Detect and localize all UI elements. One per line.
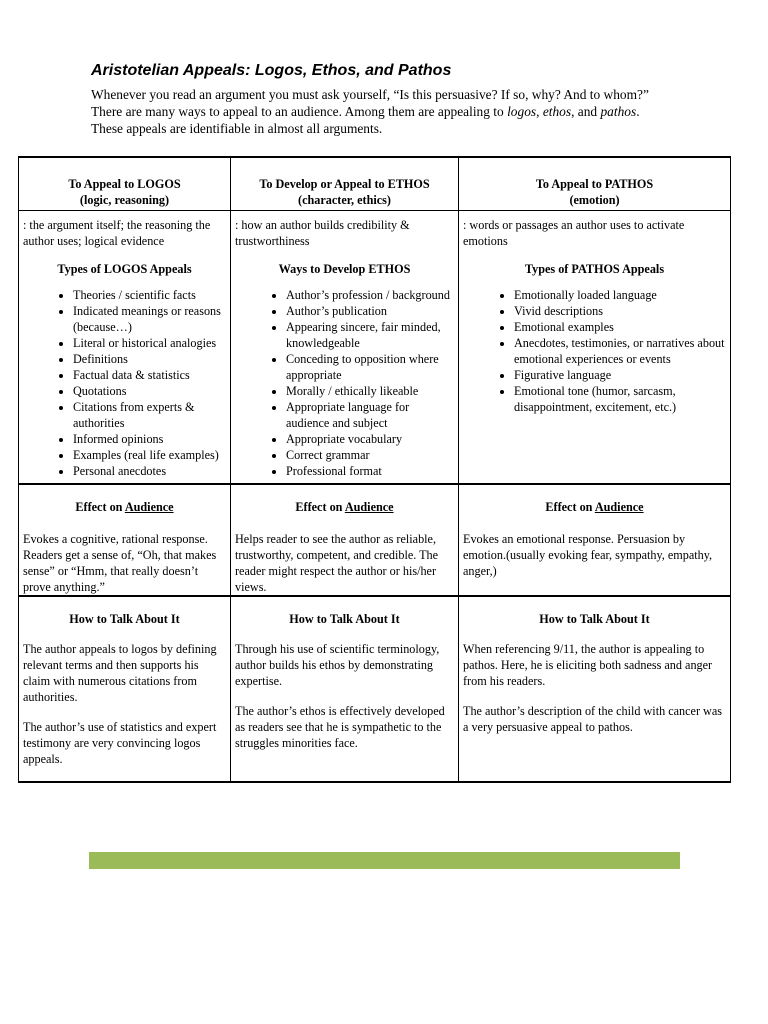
list-item: • Personal anecdotes [73,463,226,479]
list-item: • Vivid descriptions [514,303,726,319]
intro-line-1: Whenever you read an argument you must ask yourself, “Is this persuasive? If so, why? And to whom?” [91,87,649,102]
logos-effect-header [19,484,231,525]
table-row [19,157,731,211]
logos-effect-text: Evokes a cognitive, rational response. Readers get a sense of, “Oh, that makes sense” or “Hmm, that really doesn’t prove anything.” [19,525,231,596]
ethos-subheader: Ways to Develop ETHOS [231,253,459,283]
logos-definition: : the argument itself; the reasoning the author uses; logical evidence [19,211,231,254]
logos-header [19,157,231,211]
list-item: • Definitions [73,351,226,367]
intro-line-2 [91,103,731,120]
intro-sep: , [536,104,543,119]
pathos-talk-header: How to Talk About It [459,596,731,633]
intro-paragraph [91,86,731,137]
list-item: • Informed opinions [73,431,226,447]
intro-ethos: ethos [542,104,572,119]
intro-pathos: pathos [600,104,637,119]
ethos-talk-cell [231,633,459,782]
appeals-table [18,156,731,783]
list-item: • Author’s publication [286,303,454,319]
intro-end: . [636,104,640,119]
effect-header-prefix: Effect on [545,500,595,514]
ethos-talk-p1: Through his use of scientific terminology, author builds his ethos by demonstrating expertise. [235,642,440,688]
intro-line-3: These appeals are identifiable in almost all arguments. [91,121,383,136]
table-row [19,283,731,484]
pathos-effect-text: Evokes an emotional response. Persuasion by emotion.(usually evoking fear, sympathy, empathy, anger,) [459,525,731,596]
table-row [19,484,731,525]
header-line-1: To Develop or Appeal to ETHOS [259,177,430,191]
list-item: • Appropriate vocabulary [286,431,454,447]
pathos-subheader: Types of PATHOS Appeals [459,253,731,283]
header-line-1: To Appeal to PATHOS [535,177,654,191]
list-item: • Literal or historical analogies [73,335,226,351]
page-title: Aristotelian Appeals: Logos, Ethos, and Pathos [91,62,452,79]
list-item: • Appropriate language for audience and subject [286,399,454,431]
intro-text: There are many ways to appeal to an audience. Among them are appealing to [91,104,508,119]
ethos-list [235,287,454,479]
pathos-definition: : words or passages an author uses to activate emotions [459,211,731,254]
list-item: • Citations from experts & authorities [73,399,226,431]
pathos-effect-header [459,484,731,525]
ethos-talk-p2: The author’s ethos is effectively developed as readers see that he is sympathetic to the struggles minorities face. [235,704,445,750]
pathos-talk-p2: The author’s description of the child with cancer was a very persuasive appeal to pathos. [463,704,723,734]
list-item: • Factual data & statistics [73,367,226,383]
table-row [19,525,731,596]
header-line-1: To Appeal to LOGOS [68,177,181,191]
effect-header-word: Audience [594,500,644,514]
ethos-header [231,157,459,211]
logos-talk-cell [19,633,231,782]
logos-talk-p2: The author’s use of statistics and expert testimony are very convincing logos appeals. [23,720,217,766]
list-item: • Quotations [73,383,226,399]
list-item: • Anecdotes, testimonies, or narratives about emotional experiences or events [514,335,726,367]
ethos-list-cell [231,283,459,484]
pathos-header [459,157,731,211]
logos-list-cell [19,283,231,484]
list-item: • Appearing sincere, fair minded, knowledgeable [286,319,454,351]
pathos-list [463,287,726,415]
header-line-2: (logic, reasoning) [79,193,170,207]
effect-header-prefix: Effect on [295,500,345,514]
table-row [19,253,731,283]
pathos-talk-p1: When referencing 9/11, the author is appealing to pathos. Here, he is eliciting both sadness and anger from his readers. [463,642,713,688]
list-item: • Correct grammar [286,447,454,463]
list-item: • Examples (real life examples) [73,447,226,463]
pathos-list-cell [459,283,731,484]
list-item: • Emotionally loaded language [514,287,726,303]
logos-subheader: Types of LOGOS Appeals [19,253,231,283]
list-item: • Emotional tone (humor, sarcasm, disappointment, excitement, etc.) [514,383,726,415]
list-item: • Professional format [286,463,454,479]
table-row [19,596,731,633]
header-line-2: (character, ethics) [298,193,391,207]
ethos-talk-header: How to Talk About It [231,596,459,633]
ethos-definition: : how an author builds credibility & trustworthiness [231,211,459,254]
logos-talk-header: How to Talk About It [19,596,231,633]
logos-talk-p1: The author appeals to logos by defining relevant terms and then supports his claim with numerous citations from authorities. [23,642,217,704]
effect-header-word: Audience [124,500,174,514]
intro-sep: , and [571,104,601,119]
effect-header-prefix: Effect on [75,500,125,514]
header-line-2: (emotion) [569,193,620,207]
list-item: • Figurative language [514,367,726,383]
table-row [19,633,731,782]
list-item: • Author’s profession / background [286,287,454,303]
list-item: • Conceding to opposition where appropriate [286,351,454,383]
ethos-effect-text: Helps reader to see the author as reliable, trustworthy, competent, and credible. The reader might respect the author or his/her views. [231,525,459,596]
green-footer-bar [89,852,680,869]
list-item: • Theories / scientific facts [73,287,226,303]
effect-header-word: Audience [344,500,394,514]
pathos-talk-cell [459,633,731,782]
ethos-effect-header [231,484,459,525]
intro-logos: logos [507,104,537,119]
list-item: • Indicated meanings or reasons (because…) [73,303,226,335]
logos-list [23,287,226,479]
list-item: • Morally / ethically likeable [286,383,454,399]
list-item: • Emotional examples [514,319,726,335]
table-row [19,211,731,254]
